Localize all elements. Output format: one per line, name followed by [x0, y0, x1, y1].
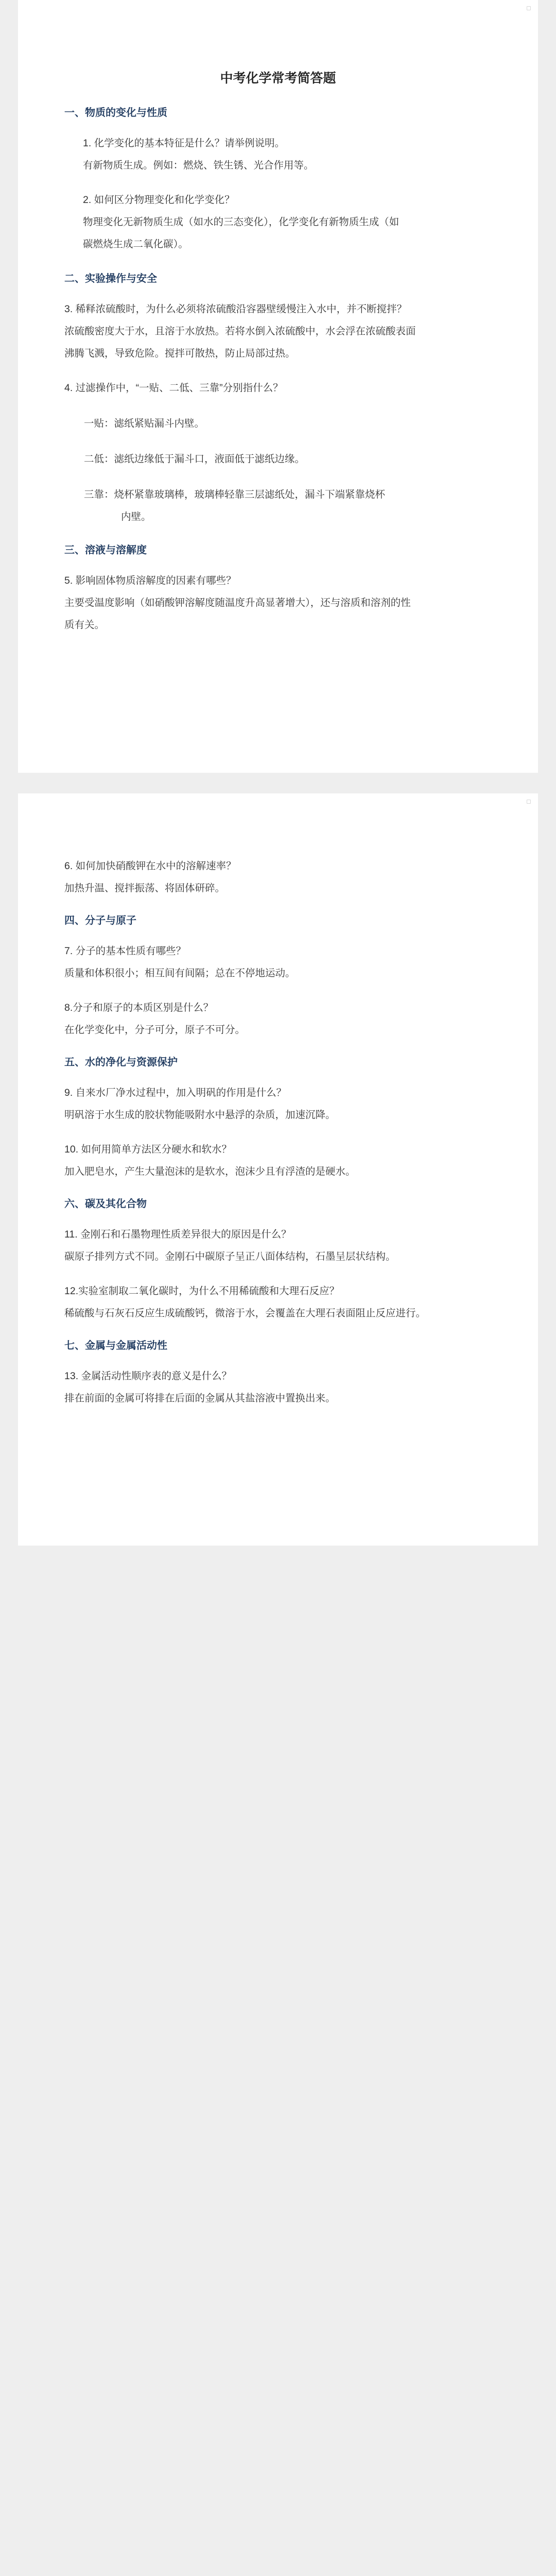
- page-corner-mark: [527, 800, 531, 804]
- answer-5: [64, 592, 492, 636]
- document-page-2: [18, 793, 538, 1546]
- document-page-1: [18, 0, 538, 773]
- answer-4-item-3: [64, 484, 492, 528]
- answer-2-line-1: 物理变化无新物质生成（如水的三态变化），化学变化有新物质生成（如: [83, 216, 399, 228]
- section-heading-3: 三、溶液与溶解度: [64, 545, 147, 556]
- answer-3-line-1: 浓硫酸密度大于水，且溶于水放热。若将水倒入浓硫酸中，水会浮在浓硫酸表面: [64, 326, 416, 337]
- question-5: 5. 影响固体物质溶解度的因素有哪些？: [64, 575, 236, 586]
- question-1: 1. 化学变化的基本特征是什么？请举例说明。: [83, 138, 285, 149]
- answer-6: 加热升温、搅拌振荡、将固体研碎。: [64, 883, 225, 894]
- answer-12: 稀硫酸与石灰石反应生成硫酸钙，微溶于水，会覆盖在大理石表面阻止反应进行。: [64, 1308, 426, 1319]
- section-heading-1: 一、物质的变化与性质: [64, 107, 167, 118]
- document-title: 中考化学常考简答题: [220, 71, 336, 86]
- section-heading-7: 七、金属与金属活动性: [64, 1340, 167, 1351]
- answer-4-item-2: 二低：滤纸边缘低于漏斗口，液面低于滤纸边缘。: [84, 453, 305, 465]
- answer-5-line-2: 质有关。: [64, 619, 105, 631]
- answer-13: 排在前面的金属可将排在后面的金属从其盐溶液中置换出来。: [64, 1393, 336, 1404]
- question-13: 13. 金属活动性顺序表的意义是什么？: [64, 1370, 232, 1382]
- answer-3-line-2: 沸腾飞溅，导致危险。搅拌可散热，防止局部过热。: [64, 348, 296, 359]
- answer-4-item-1: 一贴：滤纸紧贴漏斗内壁。: [84, 418, 205, 429]
- section-heading-5: 五、水的净化与资源保护: [64, 1057, 178, 1068]
- answer-2-line-2: 碳燃烧生成二氧化碳）。: [83, 239, 188, 250]
- answer-8: 在化学变化中，分子可分，原子不可分。: [64, 1024, 246, 1036]
- question-8: 8.分子和原子的本质区别是什么？: [64, 1002, 214, 1013]
- question-9: 9. 自来水厂净水过程中，加入明矾的作用是什么？: [64, 1087, 287, 1098]
- answer-11: 碳原子排列方式不同。金刚石中碳原子呈正八面体结构，石墨呈层状结构。: [64, 1251, 396, 1262]
- question-6: 6. 如何加快硝酸钾在水中的溶解速率？: [64, 860, 236, 872]
- question-10: 10. 如何用简单方法区分硬水和软水？: [64, 1144, 232, 1155]
- answer-7: 质量和体积很小；相互间有间隔；总在不停地运动。: [64, 968, 296, 979]
- section-heading-4: 四、分子与原子: [64, 915, 136, 926]
- answer-2: [64, 211, 492, 256]
- section-heading-6: 六、碳及其化合物: [64, 1198, 147, 1210]
- answer-3: [64, 320, 492, 365]
- question-2: 2. 如何区分物理变化和化学变化？: [83, 194, 235, 206]
- answer-4-item-3-line-2: 内壁。: [121, 511, 151, 522]
- answer-4-item-3-line-1: 三靠：烧杯紧靠玻璃棒，玻璃棒轻靠三层滤纸处，漏斗下端紧靠烧杯: [84, 489, 386, 500]
- question-4: 4. 过滤操作中，“一贴、二低、三靠”分别指什么？: [64, 382, 283, 394]
- page-corner-mark: [527, 6, 531, 10]
- answer-1: 有新物质生成。例如：燃烧、铁生锈、光合作用等。: [83, 160, 314, 171]
- question-11: 11. 金刚石和石墨物理性质差异很大的原因是什么？: [64, 1229, 291, 1240]
- answer-5-line-1: 主要受温度影响（如硝酸钾溶解度随温度升高显著增大），还与溶质和溶剂的性: [64, 597, 411, 608]
- answer-10: 加入肥皂水，产生大量泡沫的是软水，泡沫少且有浮渣的是硬水。: [64, 1166, 356, 1177]
- question-3: 3. 稀释浓硫酸时，为什么必须将浓硫酸沿容器壁缓慢注入水中，并不断搅拌？: [64, 303, 407, 315]
- section-heading-2: 二、实验操作与安全: [64, 273, 157, 284]
- answer-9: 明矾溶于水生成的胶状物能吸附水中悬浮的杂质，加速沉降。: [64, 1109, 336, 1121]
- question-12: 12.实验室制取二氧化碳时，为什么不用稀硫酸和大理石反应？: [64, 1285, 340, 1297]
- question-7: 7. 分子的基本性质有哪些？: [64, 945, 186, 957]
